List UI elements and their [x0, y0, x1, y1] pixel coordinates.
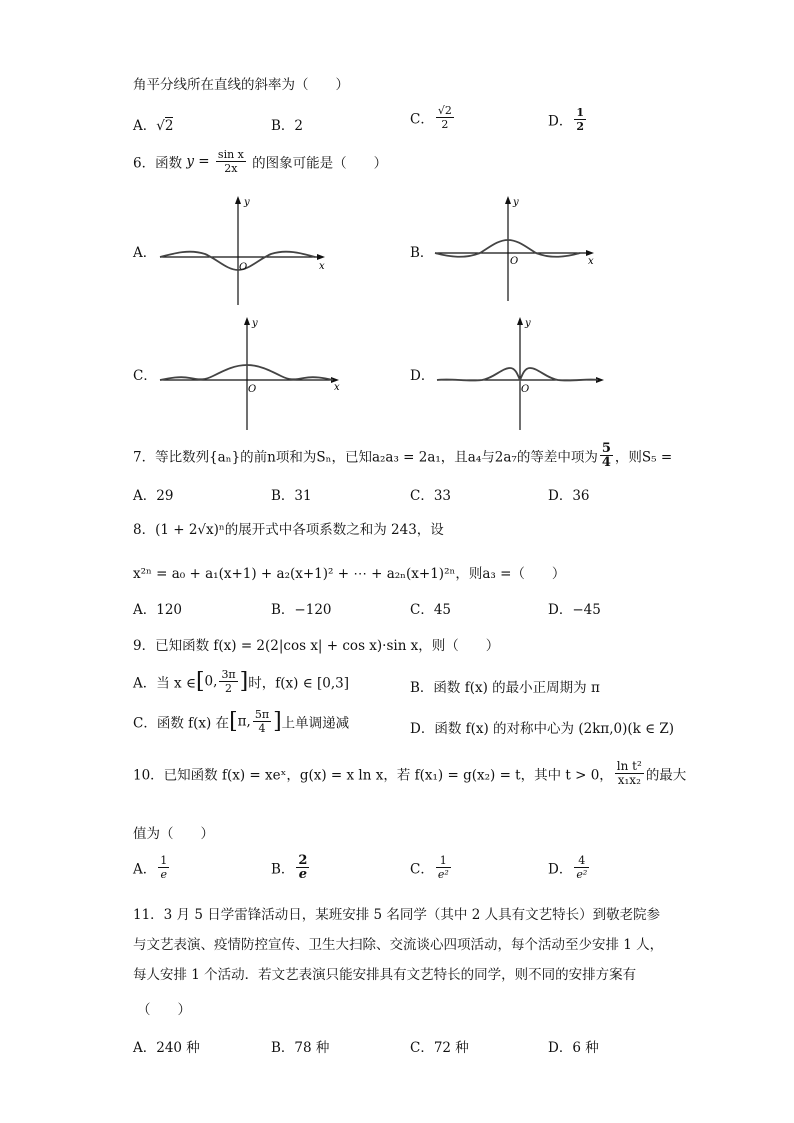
q9-option-b[interactable]: B．函数 f(x) 的最小正周期为 π	[410, 680, 600, 696]
origin-label: O	[239, 262, 248, 273]
q11-option-c[interactable]: C．72 种	[410, 1040, 469, 1056]
q5-option-a[interactable]: A．√2	[133, 118, 174, 134]
left-bracket: [	[195, 669, 205, 694]
q8-option-a[interactable]: A．120	[133, 602, 183, 618]
q10-option-c[interactable]: C． $\frac{1}{\text{e²}}$	[410, 854, 449, 881]
q8-option-d[interactable]: D．−45	[548, 602, 601, 618]
arrow-icon	[317, 254, 325, 260]
arrow-icon	[235, 196, 241, 204]
right-bracket: ]	[239, 669, 249, 694]
arrow-icon	[244, 317, 250, 325]
q8-formula: x²ⁿ = a₀ + a₁(x+1) + a₂(x+1)² + ⋯ + a₂ₙ(x+1)²ⁿ，则a₃ =（ ）	[133, 566, 566, 582]
y-label: y	[513, 197, 519, 208]
right-bracket: ]	[273, 709, 282, 734]
left-bracket: [	[229, 709, 238, 734]
sqrt-symbol: √	[156, 118, 165, 134]
q5-option-b[interactable]: B．2	[271, 118, 304, 134]
q7-option-d[interactable]: D．36	[548, 488, 590, 504]
origin-label: O	[521, 384, 530, 395]
q8-stem: 8．(1 + 2√x)ⁿ的展开式中各项系数之和为 243，设	[133, 522, 444, 538]
q6-graph-d[interactable]	[432, 314, 612, 432]
y-label: y	[252, 318, 258, 329]
q9-option-c[interactable]: C．函数 f(x) 在[π, $\frac{5\pi}{4}$ ]上单调递减	[133, 708, 350, 735]
x-label: x	[319, 261, 325, 272]
q11-option-d[interactable]: D．6 种	[548, 1040, 599, 1056]
q8-option-c[interactable]: C．45	[410, 602, 452, 618]
x-label: x	[334, 382, 340, 393]
q7-option-b[interactable]: B．31	[271, 488, 312, 504]
q7-option-c[interactable]: C．33	[410, 488, 452, 504]
x-label: x	[588, 256, 594, 267]
q5-option-d[interactable]: D． $\frac{1}{2}$	[548, 106, 584, 133]
q11-line4: （ ）	[137, 1002, 191, 1018]
y-label: y	[244, 197, 250, 208]
y-label: y	[525, 318, 531, 329]
q6-option-c-label[interactable]: C．	[133, 368, 157, 384]
q10-option-a[interactable]: A． $\frac{1}{e}$	[133, 854, 168, 881]
q11-option-b[interactable]: B．78 种	[271, 1040, 330, 1056]
q9-option-a[interactable]: A．当 x ∈[0, $\frac{3\pi}{2}$ ]时，f(x) ∈ [0,3]	[133, 668, 349, 695]
q11-line2: 与文艺表演、疫情防控宣传、卫生大扫除、交流谈心四项活动，每个活动至少安排 1 人，	[133, 937, 664, 953]
curve	[437, 368, 598, 381]
q7-option-a[interactable]: A．29	[133, 488, 174, 504]
q8-option-b[interactable]: B．−120	[271, 602, 332, 618]
q10-stem-line2: 值为（ ）	[133, 826, 214, 842]
arrow-icon	[505, 196, 511, 204]
q6-option-a-label[interactable]: A．	[133, 245, 157, 261]
q11-line1: 11．3 月 5 日学雷锋活动日，某班安排 5 名同学（其中 2 人具有文艺特长）到敬老院参	[133, 907, 661, 923]
arrow-icon	[517, 317, 523, 325]
q6-graph-a[interactable]	[155, 193, 335, 308]
origin-label: O	[248, 384, 257, 395]
q10-option-d[interactable]: D． $\frac{4}{\text{e²}}$	[548, 854, 588, 881]
q7-stem: 7．等比数列{aₙ}的前n项和为Sₙ，已知a₂a₃ = 2a₁，且a₄与2a₇的等差中项为 $\frac{5}{4}$ ，则S₅ =	[133, 441, 673, 470]
q6-graph-b[interactable]	[430, 193, 605, 305]
q5-option-c[interactable]: C． $\frac{√2}{2}$	[410, 104, 452, 131]
q6-stem: 6．函数 y = $\frac{\text{sin x}}{2x}$ 的图象可能是（ ）	[133, 148, 388, 175]
q11-line3: 每人安排 1 个活动．若文艺表演只能安排具有文艺特长的同学，则不同的安排方案有	[133, 967, 637, 983]
q10-option-b[interactable]: B． $\frac{2}{e}$	[271, 853, 308, 882]
q6-option-d-label[interactable]: D．	[410, 368, 435, 384]
q6-option-b-label[interactable]: B．	[410, 245, 434, 261]
q6-graph-c[interactable]	[155, 314, 345, 432]
q9-option-d[interactable]: D．函数 f(x) 的对称中心为 (2kπ,0)(k ∈ Z)	[410, 721, 675, 737]
q5-stem-tail: 角平分线所在直线的斜率为（ ）	[133, 77, 349, 93]
q11-option-a[interactable]: A．240 种	[133, 1040, 200, 1056]
origin-label: O	[510, 256, 519, 267]
q9-stem: 9．已知函数 f(x) = 2(2|cos x| + cos x)·sin x，则（ ）	[133, 638, 500, 654]
q10-stem: 10．已知函数 f(x) = xeˣ，g(x) = x ln x，若 f(x₁) = g(x₂) = t，其中 t > 0， $\frac{\text{ln t²}}{\text{x₁x₂}}$ 的最大	[133, 759, 687, 787]
